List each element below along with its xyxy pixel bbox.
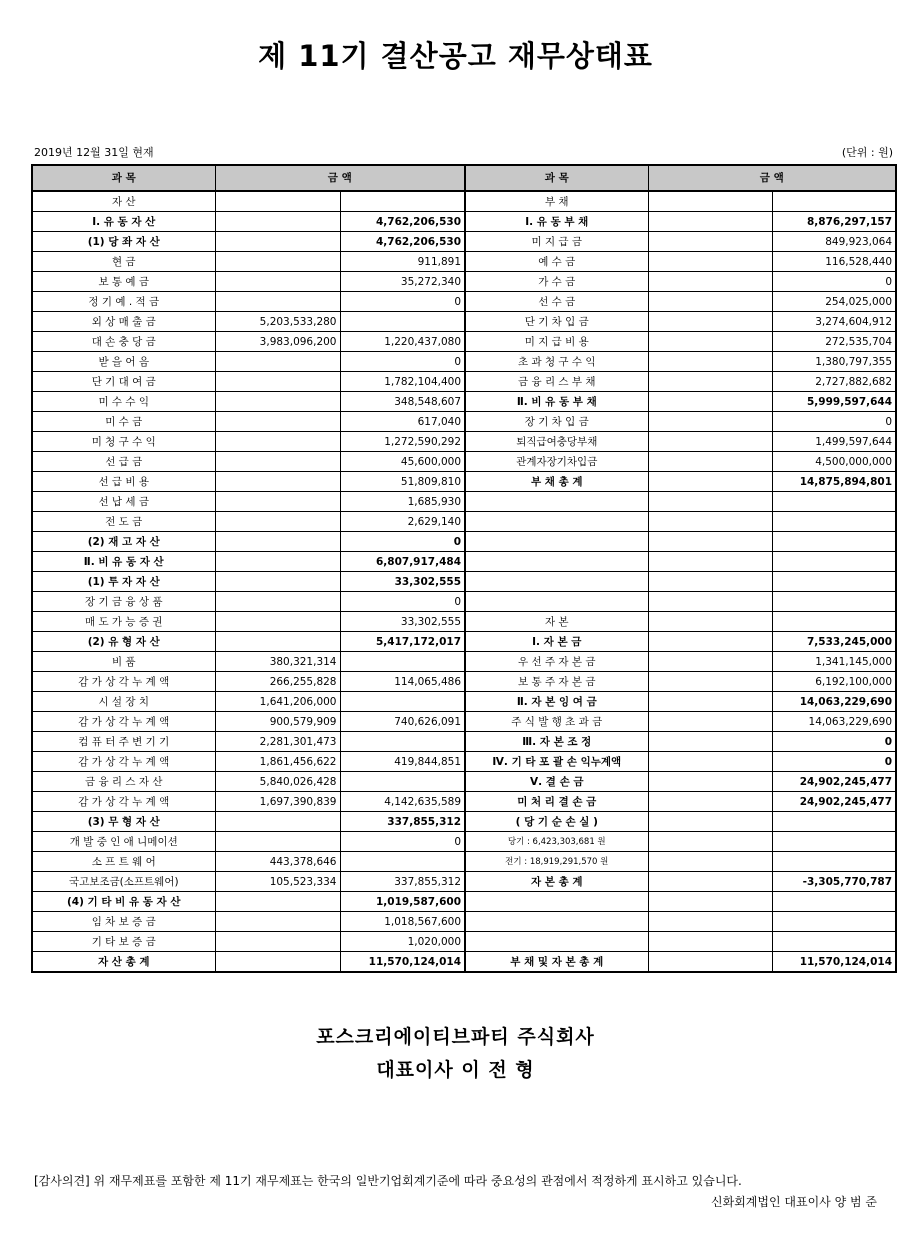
liability-equity-amount-cell: 2,727,882,682 (772, 372, 896, 392)
liability-equity-account-cell (465, 932, 648, 952)
liability-equity-account-cell: Ⅳ. 기 타 포 괄 손 익누계액 (465, 752, 648, 772)
header-amount-left: 금 액 (215, 165, 465, 191)
liability-equity-account-cell: 선 수 금 (465, 292, 648, 312)
asset-sub-amount-cell: 2,281,301,473 (215, 732, 340, 752)
liability-equity-account-cell: Ⅰ. 유 동 부 채 (465, 212, 648, 232)
liability-equity-sub-amount-cell (648, 592, 772, 612)
liability-equity-amount-cell: 4,500,000,000 (772, 452, 896, 472)
table-row (32, 432, 896, 452)
liability-equity-account-cell (465, 512, 648, 532)
table-row (32, 492, 896, 512)
liability-equity-account-cell: 부 채 및 자 본 총 계 (465, 952, 648, 973)
liability-equity-account-cell: 미 지 급 비 용 (465, 332, 648, 352)
audit-opinion: [감사의견] 위 재무제표를 포함한 제 11기 재무제표는 한국의 일반기업회계기준에 따라 중요성의 관점에서 적정하게 표시하고 있습니다. (34, 1174, 742, 1188)
liability-equity-sub-amount-cell (648, 392, 772, 412)
liability-equity-account-cell: 우 선 주 자 본 금 (465, 652, 648, 672)
liability-equity-account-cell: 자 본 총 계 (465, 872, 648, 892)
liability-equity-amount-cell: 0 (772, 412, 896, 432)
liability-equity-sub-amount-cell (648, 312, 772, 332)
asset-account-cell: 소 프 트 웨 어 (32, 852, 215, 872)
asset-sub-amount-cell: 1,861,456,622 (215, 752, 340, 772)
header-account-right: 과 목 (465, 165, 648, 191)
liability-equity-amount-cell: 1,380,797,355 (772, 352, 896, 372)
liability-equity-sub-amount-cell (648, 572, 772, 592)
asset-amount-cell: 1,220,437,080 (340, 332, 465, 352)
liability-equity-sub-amount-cell (648, 332, 772, 352)
liability-equity-account-cell: Ⅱ. 자 본 잉 여 금 (465, 692, 648, 712)
asset-account-cell: 대 손 충 당 금 (32, 332, 215, 352)
table-row (32, 412, 896, 432)
table-row (32, 872, 896, 892)
liability-equity-sub-amount-cell (648, 852, 772, 872)
asset-account-cell: 임 차 보 증 금 (32, 912, 215, 932)
liability-equity-account-cell (465, 492, 648, 512)
liability-equity-amount-cell: 272,535,704 (772, 332, 896, 352)
liability-equity-sub-amount-cell (648, 752, 772, 772)
asset-amount-cell: 1,020,000 (340, 932, 465, 952)
asset-sub-amount-cell: 1,697,390,839 (215, 792, 340, 812)
asset-amount-cell: 617,040 (340, 412, 465, 432)
table-row (32, 552, 896, 572)
asset-amount-cell: 2,629,140 (340, 512, 465, 532)
asset-amount-cell: 1,019,587,600 (340, 892, 465, 912)
table-row (32, 312, 896, 332)
liability-equity-account-cell (465, 552, 648, 572)
table-row (32, 672, 896, 692)
liability-equity-sub-amount-cell (648, 652, 772, 672)
auditor-signature: 신화회계법인 대표이사 양 범 준 (711, 1195, 877, 1209)
header-amount-right: 금 액 (648, 165, 896, 191)
table-row (32, 191, 896, 212)
asset-sub-amount-cell (215, 592, 340, 612)
table-row (32, 332, 896, 352)
table-row (32, 732, 896, 752)
liability-equity-account-cell: 퇴직급여충당부채 (465, 432, 648, 452)
asset-amount-cell: 0 (340, 292, 465, 312)
asset-sub-amount-cell: 5,840,026,428 (215, 772, 340, 792)
asset-sub-amount-cell (215, 632, 340, 652)
asset-sub-amount-cell (215, 932, 340, 952)
liability-equity-account-cell (465, 592, 648, 612)
table-row (32, 952, 896, 973)
liability-equity-sub-amount-cell (648, 272, 772, 292)
liability-equity-sub-amount-cell (648, 912, 772, 932)
table-row (32, 932, 896, 952)
asset-amount-cell (340, 732, 465, 752)
liability-equity-amount-cell (772, 912, 896, 932)
liability-equity-amount-cell: 11,570,124,014 (772, 952, 896, 973)
liability-equity-sub-amount-cell (648, 452, 772, 472)
liability-equity-sub-amount-cell (648, 212, 772, 232)
asset-sub-amount-cell (215, 952, 340, 973)
liability-equity-sub-amount-cell (648, 812, 772, 832)
liability-equity-amount-cell: 849,923,064 (772, 232, 896, 252)
table-row (32, 592, 896, 612)
liability-equity-account-cell: 전기 : 18,919,291,570 원 (465, 852, 648, 872)
liability-equity-amount-cell (772, 512, 896, 532)
liability-equity-account-cell: Ⅴ. 결 손 금 (465, 772, 648, 792)
asset-sub-amount-cell: 900,579,909 (215, 712, 340, 732)
asset-account-cell: 감 가 상 각 누 계 액 (32, 752, 215, 772)
asset-account-cell: (1) 투 자 자 산 (32, 572, 215, 592)
table-row (32, 212, 896, 232)
asset-account-cell: (2) 유 형 자 산 (32, 632, 215, 652)
liability-equity-amount-cell: 6,192,100,000 (772, 672, 896, 692)
liability-equity-account-cell (465, 892, 648, 912)
liability-equity-sub-amount-cell (648, 672, 772, 692)
asset-account-cell: 선 납 세 금 (32, 492, 215, 512)
table-row (32, 712, 896, 732)
asset-amount-cell: 45,600,000 (340, 452, 465, 472)
liability-equity-account-cell: 금 융 리 스 부 채 (465, 372, 648, 392)
asset-account-cell: 컴 퓨 터 주 변 기 기 (32, 732, 215, 752)
table-row (32, 252, 896, 272)
asset-amount-cell (340, 772, 465, 792)
asset-sub-amount-cell (215, 432, 340, 452)
asset-sub-amount-cell (215, 272, 340, 292)
liability-equity-sub-amount-cell (648, 892, 772, 912)
table-row (32, 812, 896, 832)
asset-account-cell: 장 기 금 융 상 품 (32, 592, 215, 612)
liability-equity-amount-cell (772, 892, 896, 912)
asset-sub-amount-cell: 5,203,533,280 (215, 312, 340, 332)
liability-equity-sub-amount-cell (648, 512, 772, 532)
liability-equity-account-cell: 예 수 금 (465, 252, 648, 272)
liability-equity-amount-cell: 24,902,245,477 (772, 772, 896, 792)
liability-equity-amount-cell (772, 932, 896, 952)
liability-equity-sub-amount-cell (648, 872, 772, 892)
asset-amount-cell: 740,626,091 (340, 712, 465, 732)
asset-amount-cell: 114,065,486 (340, 672, 465, 692)
company-name: 포스크리에이티브파티 주식회사 (316, 1026, 595, 1048)
liability-equity-amount-cell: 3,274,604,912 (772, 312, 896, 332)
liability-equity-amount-cell: 5,999,597,644 (772, 392, 896, 412)
liability-equity-amount-cell (772, 852, 896, 872)
asset-account-cell: 선 급 금 (32, 452, 215, 472)
liability-equity-amount-cell: 8,876,297,157 (772, 212, 896, 232)
liability-equity-account-cell: 미 지 급 금 (465, 232, 648, 252)
table-row (32, 892, 896, 912)
asset-amount-cell: 1,782,104,400 (340, 372, 465, 392)
table-row (32, 832, 896, 852)
asset-account-cell: 국고보조금(소프트웨어) (32, 872, 215, 892)
liability-equity-sub-amount-cell (648, 532, 772, 552)
asset-amount-cell: 337,855,312 (340, 872, 465, 892)
liability-equity-account-cell (465, 532, 648, 552)
liability-equity-sub-amount-cell (648, 552, 772, 572)
table-row (32, 472, 896, 492)
liability-equity-sub-amount-cell (648, 952, 772, 973)
asset-amount-cell: 5,417,172,017 (340, 632, 465, 652)
asset-sub-amount-cell: 1,641,206,000 (215, 692, 340, 712)
asset-amount-cell: 0 (340, 832, 465, 852)
liability-equity-account-cell: 주 식 발 행 초 과 금 (465, 712, 648, 732)
table-row (32, 232, 896, 252)
liability-equity-account-cell: 가 수 금 (465, 272, 648, 292)
asset-account-cell: 자 산 총 계 (32, 952, 215, 973)
table-row (32, 392, 896, 412)
header-account-left: 과 목 (32, 165, 215, 191)
liability-equity-sub-amount-cell (648, 632, 772, 652)
asset-amount-cell: 0 (340, 532, 465, 552)
asset-sub-amount-cell: 266,255,828 (215, 672, 340, 692)
asset-sub-amount-cell: 380,321,314 (215, 652, 340, 672)
asset-account-cell: 감 가 상 각 누 계 액 (32, 712, 215, 732)
asset-account-cell: (1) 당 좌 자 산 (32, 232, 215, 252)
asset-sub-amount-cell: 3,983,096,200 (215, 332, 340, 352)
liability-equity-sub-amount-cell (648, 232, 772, 252)
table-row (32, 372, 896, 392)
asset-sub-amount-cell (215, 452, 340, 472)
document-title: 제 11기 결산공고 재무상태표 (258, 39, 653, 73)
asset-amount-cell: 0 (340, 352, 465, 372)
unit-label: (단위 : 원) (841, 146, 893, 159)
liability-equity-account-cell: 당기 : 6,423,303,681 원 (465, 832, 648, 852)
liability-equity-amount-cell: 0 (772, 732, 896, 752)
liability-equity-account-cell: 부 채 (465, 191, 648, 212)
asset-account-cell: 보 통 예 금 (32, 272, 215, 292)
asset-account-cell: (3) 무 형 자 산 (32, 812, 215, 832)
liability-equity-amount-cell: 1,341,145,000 (772, 652, 896, 672)
asset-amount-cell (340, 191, 465, 212)
asset-account-cell: 미 수 금 (32, 412, 215, 432)
balance-sheet-table (31, 164, 897, 973)
liability-equity-account-cell: Ⅱ. 비 유 동 부 채 (465, 392, 648, 412)
liability-equity-sub-amount-cell (648, 412, 772, 432)
liability-equity-sub-amount-cell (648, 372, 772, 392)
asset-account-cell: 감 가 상 각 누 계 액 (32, 792, 215, 812)
asset-amount-cell (340, 652, 465, 672)
asset-amount-cell: 33,302,555 (340, 612, 465, 632)
liability-equity-account-cell: 관계자장기차입금 (465, 452, 648, 472)
asset-account-cell: 개 발 중 인 애 니메이션 (32, 832, 215, 852)
liability-equity-sub-amount-cell (648, 432, 772, 452)
liability-equity-sub-amount-cell (648, 732, 772, 752)
asset-amount-cell: 1,018,567,600 (340, 912, 465, 932)
liability-equity-amount-cell (772, 592, 896, 612)
asset-account-cell: 선 급 비 용 (32, 472, 215, 492)
asset-sub-amount-cell: 105,523,334 (215, 872, 340, 892)
liability-equity-account-cell: 자 본 (465, 612, 648, 632)
table-row (32, 772, 896, 792)
asset-account-cell: 미 수 수 익 (32, 392, 215, 412)
liability-equity-account-cell: 단 기 차 입 금 (465, 312, 648, 332)
table-row (32, 292, 896, 312)
asset-account-cell: 매 도 가 능 증 권 (32, 612, 215, 632)
asset-amount-cell: 348,548,607 (340, 392, 465, 412)
asset-amount-cell: 4,142,635,589 (340, 792, 465, 812)
asset-amount-cell: 6,807,917,484 (340, 552, 465, 572)
table-row (32, 632, 896, 652)
asset-amount-cell: 419,844,851 (340, 752, 465, 772)
asset-sub-amount-cell (215, 912, 340, 932)
asset-account-cell: 현 금 (32, 252, 215, 272)
asset-sub-amount-cell (215, 552, 340, 572)
asset-amount-cell: 4,762,206,530 (340, 232, 465, 252)
table-row (32, 652, 896, 672)
asset-amount-cell: 4,762,206,530 (340, 212, 465, 232)
asset-account-cell: Ⅰ. 유 동 자 산 (32, 212, 215, 232)
asset-sub-amount-cell (215, 492, 340, 512)
asset-account-cell: 자 산 (32, 191, 215, 212)
asset-account-cell: 외 상 매 출 금 (32, 312, 215, 332)
liability-equity-amount-cell (772, 492, 896, 512)
table-row (32, 792, 896, 812)
asset-account-cell: 전 도 금 (32, 512, 215, 532)
asset-amount-cell (340, 312, 465, 332)
liability-equity-sub-amount-cell (648, 832, 772, 852)
asset-account-cell: 받 을 어 음 (32, 352, 215, 372)
liability-equity-account-cell: 부 채 총 계 (465, 472, 648, 492)
liability-equity-sub-amount-cell (648, 252, 772, 272)
liability-equity-amount-cell: 116,528,440 (772, 252, 896, 272)
liability-equity-sub-amount-cell (648, 712, 772, 732)
liability-equity-amount-cell: -3,305,770,787 (772, 872, 896, 892)
liability-equity-sub-amount-cell (648, 612, 772, 632)
asset-sub-amount-cell (215, 392, 340, 412)
asset-sub-amount-cell (215, 892, 340, 912)
table-row (32, 512, 896, 532)
asset-amount-cell: 337,855,312 (340, 812, 465, 832)
asset-sub-amount-cell (215, 532, 340, 552)
liability-equity-amount-cell: 254,025,000 (772, 292, 896, 312)
liability-equity-account-cell (465, 912, 648, 932)
asset-sub-amount-cell (215, 832, 340, 852)
liability-equity-account-cell: 장 기 차 입 금 (465, 412, 648, 432)
liability-equity-sub-amount-cell (648, 292, 772, 312)
table-row (32, 532, 896, 552)
liability-equity-amount-cell: 14,063,229,690 (772, 692, 896, 712)
liability-equity-amount-cell: 24,902,245,477 (772, 792, 896, 812)
liability-equity-account-cell (465, 572, 648, 592)
asset-amount-cell (340, 692, 465, 712)
asset-account-cell: (4) 기 타 비 유 동 자 산 (32, 892, 215, 912)
liability-equity-amount-cell (772, 572, 896, 592)
liability-equity-amount-cell (772, 532, 896, 552)
asset-amount-cell: 1,685,930 (340, 492, 465, 512)
liability-equity-sub-amount-cell (648, 352, 772, 372)
asset-sub-amount-cell (215, 512, 340, 532)
table-row (32, 272, 896, 292)
table-row (32, 852, 896, 872)
liability-equity-amount-cell (772, 191, 896, 212)
liability-equity-sub-amount-cell (648, 932, 772, 952)
report-date: 2019년 12월 31일 현재 (34, 146, 154, 159)
liability-equity-amount-cell: 0 (772, 752, 896, 772)
liability-equity-amount-cell (772, 832, 896, 852)
liability-equity-amount-cell: 14,875,894,801 (772, 472, 896, 492)
table-row (32, 352, 896, 372)
asset-sub-amount-cell (215, 572, 340, 592)
representative-name: 대표이사 이 전 형 (376, 1059, 535, 1081)
asset-amount-cell (340, 852, 465, 872)
asset-sub-amount-cell (215, 212, 340, 232)
liability-equity-amount-cell: 14,063,229,690 (772, 712, 896, 732)
asset-amount-cell: 0 (340, 592, 465, 612)
liability-equity-sub-amount-cell (648, 472, 772, 492)
table-row (32, 692, 896, 712)
liability-equity-amount-cell: 1,499,597,644 (772, 432, 896, 452)
table-row (32, 912, 896, 932)
asset-account-cell: (2) 재 고 자 산 (32, 532, 215, 552)
asset-sub-amount-cell (215, 292, 340, 312)
liability-equity-amount-cell (772, 612, 896, 632)
asset-sub-amount-cell (215, 412, 340, 432)
liability-equity-sub-amount-cell (648, 692, 772, 712)
asset-sub-amount-cell (215, 352, 340, 372)
liability-equity-account-cell: ( 당 기 순 손 실 ) (465, 812, 648, 832)
liability-equity-amount-cell: 0 (772, 272, 896, 292)
asset-sub-amount-cell (215, 372, 340, 392)
asset-account-cell: 정 기 예 . 적 금 (32, 292, 215, 312)
liability-equity-amount-cell: 7,533,245,000 (772, 632, 896, 652)
liability-equity-amount-cell (772, 552, 896, 572)
asset-account-cell: 기 타 보 증 금 (32, 932, 215, 952)
liability-equity-sub-amount-cell (648, 492, 772, 512)
table-header-row (32, 165, 896, 191)
asset-account-cell: 감 가 상 각 누 계 액 (32, 672, 215, 692)
liability-equity-account-cell: Ⅲ. 자 본 조 정 (465, 732, 648, 752)
asset-sub-amount-cell (215, 191, 340, 212)
asset-account-cell: 시 설 장 치 (32, 692, 215, 712)
asset-sub-amount-cell (215, 232, 340, 252)
liability-equity-sub-amount-cell (648, 191, 772, 212)
table-row (32, 612, 896, 632)
liability-equity-sub-amount-cell (648, 772, 772, 792)
asset-amount-cell: 1,272,590,292 (340, 432, 465, 452)
liability-equity-account-cell: 미 처 리 결 손 금 (465, 792, 648, 812)
asset-sub-amount-cell (215, 612, 340, 632)
asset-sub-amount-cell (215, 252, 340, 272)
asset-amount-cell: 51,809,810 (340, 472, 465, 492)
asset-amount-cell: 911,891 (340, 252, 465, 272)
liability-equity-account-cell: 보 통 주 자 본 금 (465, 672, 648, 692)
asset-account-cell: 미 청 구 수 익 (32, 432, 215, 452)
table-row (32, 452, 896, 472)
asset-amount-cell: 35,272,340 (340, 272, 465, 292)
liability-equity-account-cell: 초 과 청 구 수 익 (465, 352, 648, 372)
table-row (32, 572, 896, 592)
liability-equity-sub-amount-cell (648, 792, 772, 812)
asset-sub-amount-cell (215, 812, 340, 832)
asset-account-cell: 금 융 리 스 자 산 (32, 772, 215, 792)
asset-account-cell: 비 품 (32, 652, 215, 672)
asset-account-cell: 단 기 대 여 금 (32, 372, 215, 392)
asset-sub-amount-cell: 443,378,646 (215, 852, 340, 872)
asset-amount-cell: 11,570,124,014 (340, 952, 465, 973)
liability-equity-amount-cell (772, 812, 896, 832)
asset-amount-cell: 33,302,555 (340, 572, 465, 592)
asset-sub-amount-cell (215, 472, 340, 492)
asset-account-cell: Ⅱ. 비 유 동 자 산 (32, 552, 215, 572)
liability-equity-account-cell: Ⅰ. 자 본 금 (465, 632, 648, 652)
table-row (32, 752, 896, 772)
